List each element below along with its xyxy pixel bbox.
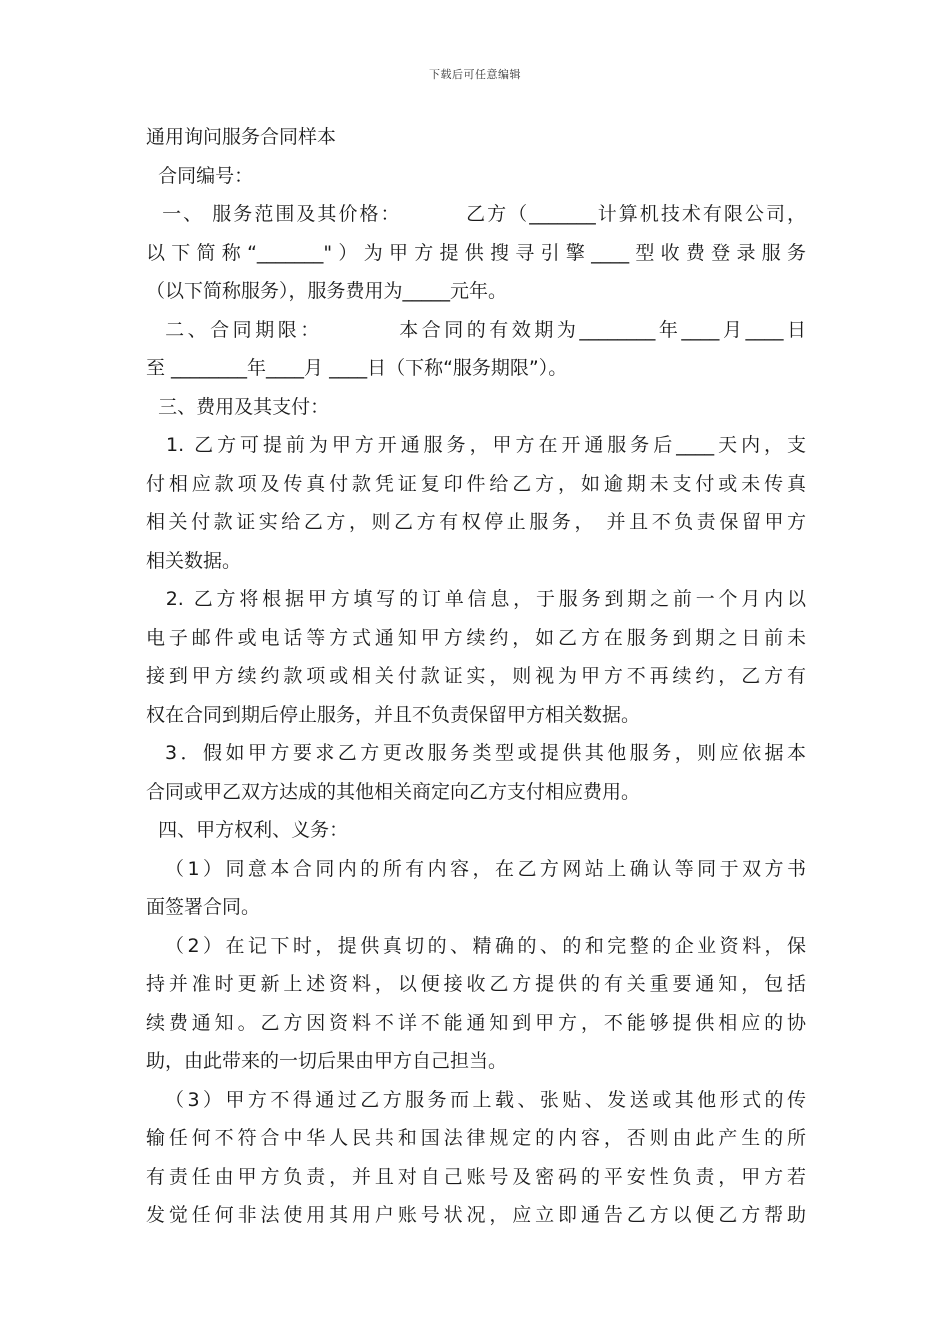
paragraph-line: 持并准时更新上述资料，以便接收乙方提供的有关重要通知，包括 <box>146 973 806 995</box>
paragraph-line: 发觉任何非法使用其用户账号状况，应立即通告乙方以便乙方帮助 <box>146 1204 806 1226</box>
section-heading: 三、费用及其支付： <box>146 395 330 418</box>
paragraph-line: 3．假如甲方要求乙方更改服务类型或提供其他服务，则应依据本 <box>146 742 806 764</box>
paragraph-line: （1）同意本合同内的所有内容，在乙方网站上确认等同于双方书 <box>146 857 806 880</box>
paragraph-line: 输任何不符合中华人民共和国法律规定的内容，否则由此产生的所 <box>146 1127 806 1149</box>
paragraph-line: （3）甲方不得通过乙方服务而上载、张贴、发送或其他形式的传 <box>146 1088 806 1111</box>
document-body <box>146 118 806 1235</box>
paragraph-line: 接到甲方续约款项或相关付款证实，则视为甲方不再续约，乙方有 <box>146 665 806 687</box>
paragraph-line: 续费通知。乙方因资料不详不能通知到甲方，不能够提供相应的协 <box>146 1011 806 1034</box>
paragraph-line: 相关付款证实给乙方，则乙方有权停止服务， 并且不负责保留甲方 <box>146 511 806 533</box>
paragraph-line: 一、 服务范围及其价格： 乙方（_______计算机技术有限公司， <box>146 203 806 225</box>
header-note: 下载后可任意编辑 <box>429 68 521 81</box>
document-title: 通用询问服务合同样本 <box>146 126 337 148</box>
paragraph-line: 相关数据。 <box>146 549 242 572</box>
paragraph-line: （以下简称服务），服务费用为_____元年。 <box>146 280 508 302</box>
paragraph-line: （2）在记下时，提供真切的、精确的、的和完整的企业资料，保 <box>146 934 806 957</box>
paragraph-line: 二、合同期限： 本合同的有效期为________年____月____日 <box>146 318 806 341</box>
contract-number-line: 合同编号： <box>146 164 254 187</box>
paragraph-line: 有责任由甲方负责，并且对自己账号及密码的平安性负责，甲方若 <box>146 1165 806 1188</box>
paragraph-line: 付相应款项及传真付款凭证复印件给乙方，如逾期未支付或未传真 <box>146 472 806 495</box>
section-heading: 四、甲方权利、义务： <box>146 819 349 841</box>
paragraph-line: 以下简称“_______"）为甲方提供搜寻引擎____型收费登录服务 <box>146 241 806 264</box>
paragraph-line: 至 ________年____月 ____日（下称“服务期限”）。 <box>146 357 568 379</box>
paragraph-line: 助，由此带来的一切后果由甲方自己担当。 <box>146 1050 508 1072</box>
paragraph-line: 合同或甲乙双方达成的其他相关商定向乙方支付相应费用。 <box>146 780 641 803</box>
paragraph-line: 面签署合同。 <box>146 896 261 918</box>
paragraph-line: 2. 乙方将根据甲方填写的订单信息，于服务到期之前一个月内以 <box>146 588 806 610</box>
paragraph-line: 1. 乙方可提前为甲方开通服务，甲方在开通服务后____天内，支 <box>146 434 806 456</box>
paragraph-line: 权在合同到期后停止服务，并且不负责保留甲方相关数据。 <box>146 703 641 726</box>
paragraph-line: 电子邮件或电话等方式通知甲方续约，如乙方在服务到期之日前未 <box>146 626 806 649</box>
